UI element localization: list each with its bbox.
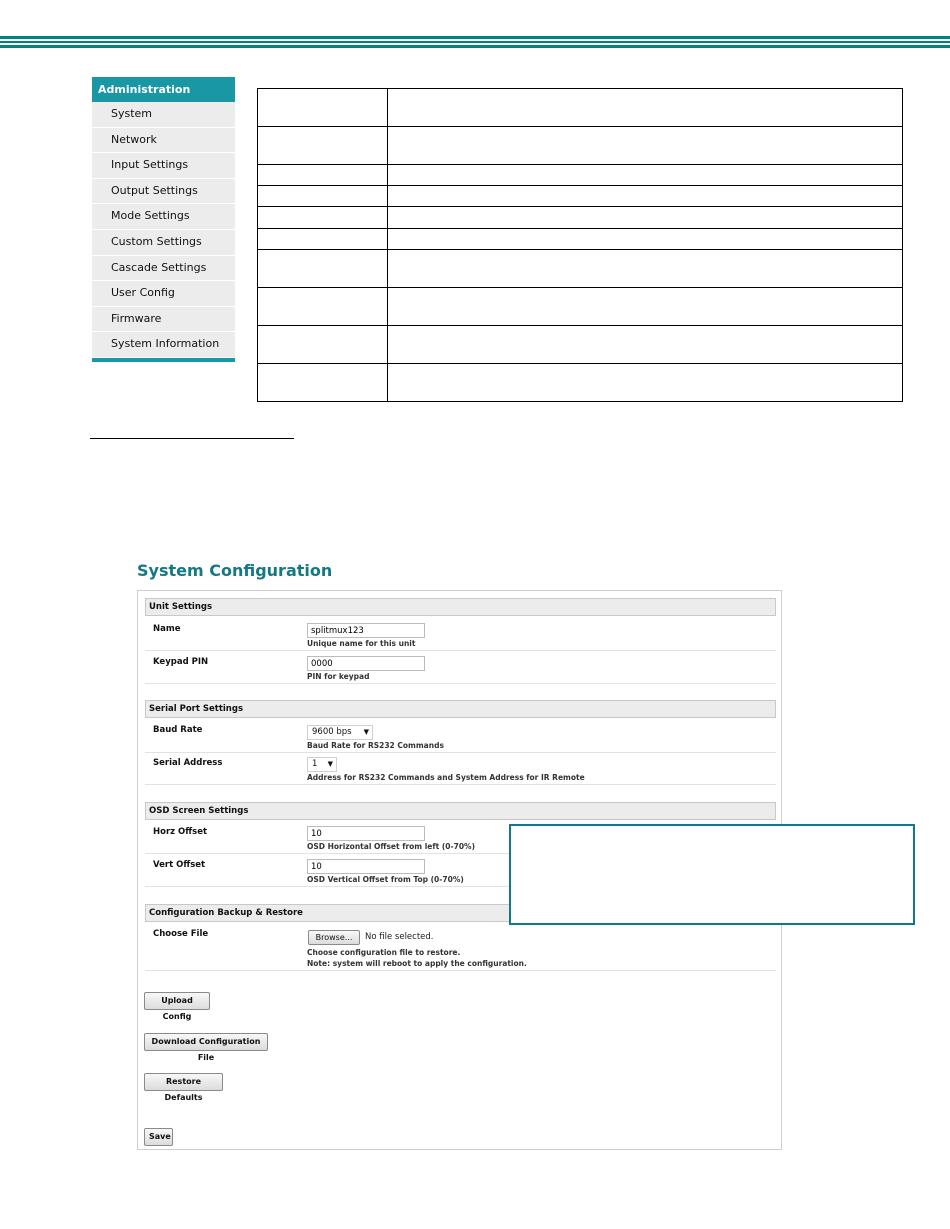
table-row [258,186,903,207]
row-separator [145,650,776,651]
serial-address-hint: Address for RS232 Commands and System Address for IR Remote [307,773,585,782]
keypad-pin-label: Keypad PIN [153,657,209,667]
serial-port-settings-heading: Serial Port Settings [145,700,776,718]
table-row [258,207,903,229]
download-configuration-file-button[interactable]: Download Configuration File [144,1033,268,1051]
reboot-note: Note: system will reboot to apply the configuration. [307,959,527,968]
horz-offset-input[interactable] [307,826,425,841]
serial-address-label: Serial Address [153,758,223,768]
row-separator [145,784,776,785]
chevron-down-icon: ▼ [363,728,369,736]
sidebar-item-network[interactable]: Network [92,128,235,154]
callout-box [509,824,915,925]
sidebar-item-mode-settings[interactable]: Mode Settings [92,204,235,230]
row-separator [145,683,776,684]
baud-rate-value: 9600 bps [312,727,352,737]
table-row [258,364,903,402]
table-row [258,288,903,326]
table-row [258,229,903,250]
administration-menu [92,77,235,362]
page-title: System Configuration [137,561,333,580]
sidebar-item-user-config[interactable]: User Config [92,281,235,307]
table-row [258,326,903,364]
save-button[interactable]: Save [144,1128,173,1146]
backup-restore-heading: Configuration Backup & Restore [145,904,776,922]
upload-config-button[interactable]: Upload Config [144,992,210,1010]
administration-heading: Administration [92,77,235,102]
no-file-text: No file selected. [365,932,434,942]
sidebar-item-output-settings[interactable]: Output Settings [92,179,235,205]
vert-offset-hint: OSD Vertical Offset from Top (0-70%) [307,875,464,884]
section-divider [90,438,294,439]
vert-offset-label: Vert Offset [153,860,206,870]
sidebar-item-custom-settings[interactable]: Custom Settings [92,230,235,256]
menu-description-table [257,88,903,402]
serial-address-value: 1 [312,759,318,769]
serial-address-select[interactable] [307,757,337,772]
sidebar-item-firmware[interactable]: Firmware [92,307,235,333]
name-hint: Unique name for this unit [307,639,416,648]
sidebar-item-system-information[interactable]: System Information [92,332,235,358]
row-separator [145,752,776,753]
baud-rate-hint: Baud Rate for RS232 Commands [307,741,444,750]
vert-offset-input[interactable] [307,859,425,874]
row-separator [145,970,776,971]
header-rule [0,36,950,48]
choose-file-label: Choose File [153,929,209,939]
horz-offset-hint: OSD Horizontal Offset from left (0-70%) [307,842,475,851]
horz-offset-label: Horz Offset [153,827,208,837]
table-row [258,127,903,165]
name-input[interactable] [307,623,425,638]
name-label: Name [153,624,181,634]
baud-rate-label: Baud Rate [153,725,203,735]
keypad-pin-input[interactable] [307,656,425,671]
table-row [258,250,903,288]
restore-defaults-button[interactable]: Restore Defaults [144,1073,223,1091]
osd-screen-settings-heading: OSD Screen Settings [145,802,776,820]
sidebar-item-system[interactable]: System [92,102,235,128]
keypad-pin-hint: PIN for keypad [307,672,370,681]
table-row [258,165,903,186]
baud-rate-select[interactable] [307,725,373,740]
unit-settings-heading: Unit Settings [145,598,776,616]
table-row [258,89,903,127]
restore-hint: Choose configuration file to restore. [307,948,461,957]
chevron-down-icon: ▼ [327,760,333,768]
browse-button[interactable]: Browse... [308,930,360,945]
administration-footer-bar [92,358,235,362]
sidebar-item-cascade-settings[interactable]: Cascade Settings [92,256,235,282]
sidebar-item-input-settings[interactable]: Input Settings [92,153,235,179]
